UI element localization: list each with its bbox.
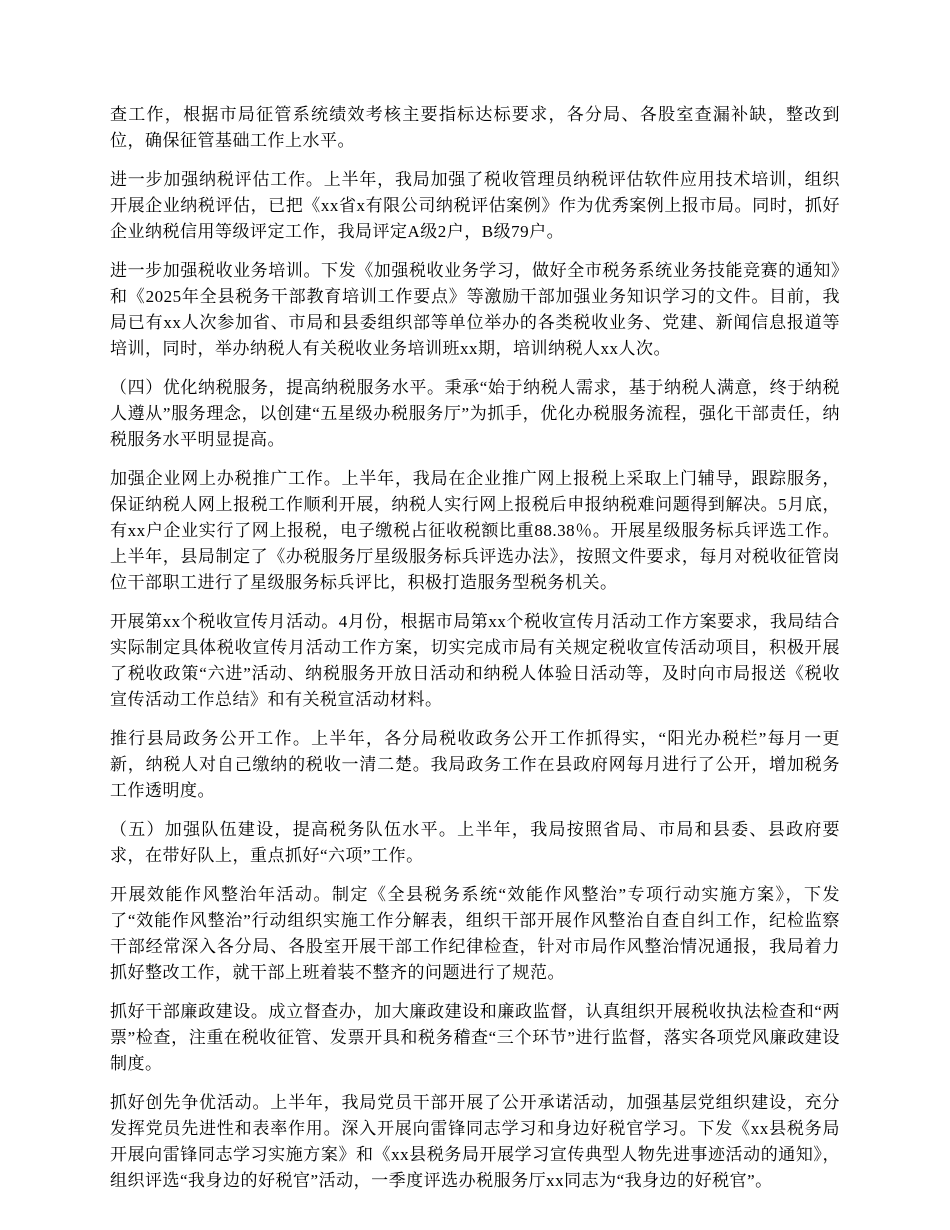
paragraph: 查工作，根据市局征管系统绩效考核主要指标达标要求，各分局、各股室查漏补缺，整改到位，确保征管基础工作上水平。: [110, 105, 840, 150]
document-body: [110, 102, 840, 1194]
paragraph: 抓好创先争优活动。上半年，我局党员干部开展了公开承诺活动，加强基层党组织建设，充分发挥党员先进性和表率作用。深入开展向雷锋同志学习和身边好税官学习。下发《xx县税务局开展向雷锋同志学习实施方案》和《xx县税务局开展学习宣传典型人物先进事迹活动的通知》，组织评选“我身边的好税官”活动，一季度评选办税服务厅xx同志为“我身边的好税官”。: [110, 1093, 840, 1190]
paragraph: （五）加强队伍建设，提高税务队伍水平。上半年，我局按照省局、市局和县委、县政府要求，在带好队上，重点抓好“六项”工作。: [110, 820, 840, 865]
paragraph: 加强企业网上办税推广工作。上半年，我局在企业推广网上报税上采取上门辅导，跟踪服务，保证纳税人网上报税工作顺利开展，纳税人实行网上报税后申报纳税难问题得到解决。5月底，有xx户企业实行了网上报税，电子缴税占征收税额比重88.38％。开展星级服务标兵评选工作。上半年，县局制定了《办税服务厅星级服务标兵评选办法》，按照文件要求，每月对税收征管岗位干部职工进行了星级服务标兵评比，积极打造服务型税务机关。: [110, 469, 840, 592]
paragraph: 开展效能作风整治年活动。制定《全县税务系统“效能作风整治”专项行动实施方案》，下发了“效能作风整治”行动组织实施工作分解表，组织干部开展作风整治自查自纠工作，纪检监察干部经常深入各分局、各股室开展干部工作纪律检查，针对市局作风整治情况通报，我局着力抓好整改工作，就干部上班着装不整齐的问题进行了规范。: [110, 885, 840, 982]
paragraph: 进一步加强税收业务培训。下发《加强税收业务学习，做好全市税务系统业务技能竞赛的通知》和《2025年全县税务干部教育培训工作要点》等激励干部加强业务知识学习的文件。目前，我局已有xx人次参加省、市局和县委组织部等单位举办的各类税收业务、党建、新闻信息报道等培训，同时，举办纳税人有关税收业务培训班xx期，培训纳税人xx人次。: [110, 261, 840, 358]
paragraph: （四）优化纳税服务，提高纳税服务水平。秉承“始于纳税人需求，基于纳税人满意，终于纳税人遵从”服务理念，以创建“五星级办税服务厅”为抓手，优化办税服务流程，强化干部责任，纳税服务水平明显提高。: [110, 378, 840, 449]
paragraph: 抓好干部廉政建设。成立督查办，加大廉政建设和廉政监督，认真组织开展税收执法检查和“两票”检查，注重在税收征管、发票开具和税务稽查“三个环节”进行监督，落实各项党风廉政建设制度。: [110, 1002, 840, 1073]
paragraph: 开展第xx个税收宣传月活动。4月份，根据市局第xx个税收宣传月活动工作方案要求，我局结合实际制定具体税收宣传月活动工作方案，切实完成市局有关规定税收宣传活动项目，积极开展了税收政策“六进”活动、纳税服务开放日活动和纳税人体验日活动等，及时向市局报送《税收宣传活动工作总结》和有关税宣活动材料。: [110, 612, 840, 709]
paragraph: 推行县局政务公开工作。上半年，各分局税收政务公开工作抓得实，“阳光办税栏”每月一更新，纳税人对自己缴纳的税收一清二楚。我局政务工作在县政府网每月进行了公开，增加税务工作透明度。: [110, 729, 840, 800]
paragraph: 进一步加强纳税评估工作。上半年，我局加强了税收管理员纳税评估软件应用技术培训，组织开展企业纳税评估，已把《xx省x有限公司纳税评估案例》作为优秀案例上报市局。同时，抓好企业纳税信用等级评定工作，我局评定A级2户，B级79户。: [110, 170, 840, 241]
